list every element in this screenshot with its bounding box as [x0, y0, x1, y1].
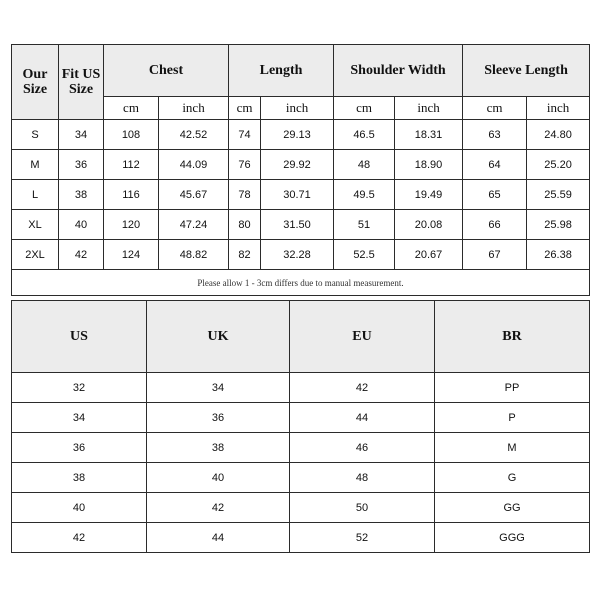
size-cell: L — [12, 180, 59, 210]
size-cell: 34 — [59, 120, 104, 150]
size-cell: 42.52 — [159, 120, 229, 150]
conversion-cell: G — [435, 463, 590, 493]
size-cell: 29.13 — [261, 120, 334, 150]
conversion-cell: P — [435, 403, 590, 433]
unit-label: cm — [104, 97, 159, 120]
header-sleeve-length: Sleeve Length — [463, 45, 590, 97]
header-our-size: Our Size — [12, 45, 59, 120]
size-cell: 82 — [229, 240, 261, 270]
size-cell: 29.92 — [261, 150, 334, 180]
header-uk: UK — [147, 301, 290, 373]
unit-label: inch — [395, 97, 463, 120]
conversion-cell: 42 — [290, 373, 435, 403]
conversion-cell: PP — [435, 373, 590, 403]
size-cell: 20.08 — [395, 210, 463, 240]
conversion-row — [12, 463, 590, 493]
header-chest: Chest — [104, 45, 229, 97]
size-cell: 26.38 — [527, 240, 590, 270]
size-row — [12, 120, 590, 150]
conversion-cell: 42 — [12, 523, 147, 553]
size-cell: 116 — [104, 180, 159, 210]
size-cell: S — [12, 120, 59, 150]
unit-label: cm — [334, 97, 395, 120]
header-br: BR — [435, 301, 590, 373]
size-cell: 38 — [59, 180, 104, 210]
conversion-cell: 50 — [290, 493, 435, 523]
size-cell: 64 — [463, 150, 527, 180]
conversion-cell: 36 — [12, 433, 147, 463]
unit-label: inch — [159, 97, 229, 120]
conversion-cell: 32 — [12, 373, 147, 403]
size-chart-table — [11, 44, 590, 296]
size-cell: 40 — [59, 210, 104, 240]
size-cell: 25.98 — [527, 210, 590, 240]
conversion-row — [12, 523, 590, 553]
conversion-cell: 34 — [147, 373, 290, 403]
size-cell: 120 — [104, 210, 159, 240]
size-row — [12, 180, 590, 210]
size-cell: 20.67 — [395, 240, 463, 270]
size-cell: XL — [12, 210, 59, 240]
unit-label: cm — [463, 97, 527, 120]
conversion-cell: 44 — [147, 523, 290, 553]
size-cell: 46.5 — [334, 120, 395, 150]
size-cell: 49.5 — [334, 180, 395, 210]
size-cell: 2XL — [12, 240, 59, 270]
size-cell: 32.28 — [261, 240, 334, 270]
conversion-cell: M — [435, 433, 590, 463]
size-cell: 124 — [104, 240, 159, 270]
conversion-cell: 34 — [12, 403, 147, 433]
conversion-cell: 44 — [290, 403, 435, 433]
conversion-cell: GGG — [435, 523, 590, 553]
size-cell: 48 — [334, 150, 395, 180]
unit-label: inch — [261, 97, 334, 120]
conversion-cell: 40 — [147, 463, 290, 493]
size-cell: 74 — [229, 120, 261, 150]
conversion-row — [12, 493, 590, 523]
conversion-cell: 40 — [12, 493, 147, 523]
size-cell: 42 — [59, 240, 104, 270]
size-cell: 78 — [229, 180, 261, 210]
size-cell: 63 — [463, 120, 527, 150]
size-row — [12, 210, 590, 240]
size-cell: M — [12, 150, 59, 180]
size-cell: 19.49 — [395, 180, 463, 210]
size-cell: 18.31 — [395, 120, 463, 150]
conversion-cell: 42 — [147, 493, 290, 523]
size-cell: 36 — [59, 150, 104, 180]
conversion-cell: 38 — [12, 463, 147, 493]
conversion-cell: 48 — [290, 463, 435, 493]
size-cell: 48.82 — [159, 240, 229, 270]
size-cell: 25.59 — [527, 180, 590, 210]
header-us: US — [12, 301, 147, 373]
header-shoulder-width: Shoulder Width — [334, 45, 463, 97]
size-cell: 112 — [104, 150, 159, 180]
size-cell: 67 — [463, 240, 527, 270]
size-cell: 30.71 — [261, 180, 334, 210]
conversion-cell: 46 — [290, 433, 435, 463]
size-cell: 47.24 — [159, 210, 229, 240]
size-cell: 51 — [334, 210, 395, 240]
size-cell: 45.67 — [159, 180, 229, 210]
header-fit-us-size: Fit US Size — [59, 45, 104, 120]
size-cell: 76 — [229, 150, 261, 180]
size-row — [12, 240, 590, 270]
size-cell: 108 — [104, 120, 159, 150]
size-cell: 18.90 — [395, 150, 463, 180]
header-eu: EU — [290, 301, 435, 373]
conversion-chart-table — [11, 300, 590, 553]
conversion-row — [12, 433, 590, 463]
size-cell: 80 — [229, 210, 261, 240]
size-cell: 66 — [463, 210, 527, 240]
size-cell: 44.09 — [159, 150, 229, 180]
conversion-cell: 36 — [147, 403, 290, 433]
unit-label: inch — [527, 97, 590, 120]
conversion-row — [12, 403, 590, 433]
size-cell: 52.5 — [334, 240, 395, 270]
conversion-cell: GG — [435, 493, 590, 523]
unit-label: cm — [229, 97, 261, 120]
conversion-row — [12, 373, 590, 403]
size-cell: 24.80 — [527, 120, 590, 150]
size-cell: 25.20 — [527, 150, 590, 180]
conversion-cell: 52 — [290, 523, 435, 553]
measurement-note: Please allow 1 - 3cm differs due to manual measurement. — [12, 270, 590, 296]
size-cell: 65 — [463, 180, 527, 210]
header-length: Length — [229, 45, 334, 97]
size-cell: 31.50 — [261, 210, 334, 240]
size-row — [12, 150, 590, 180]
conversion-cell: 38 — [147, 433, 290, 463]
